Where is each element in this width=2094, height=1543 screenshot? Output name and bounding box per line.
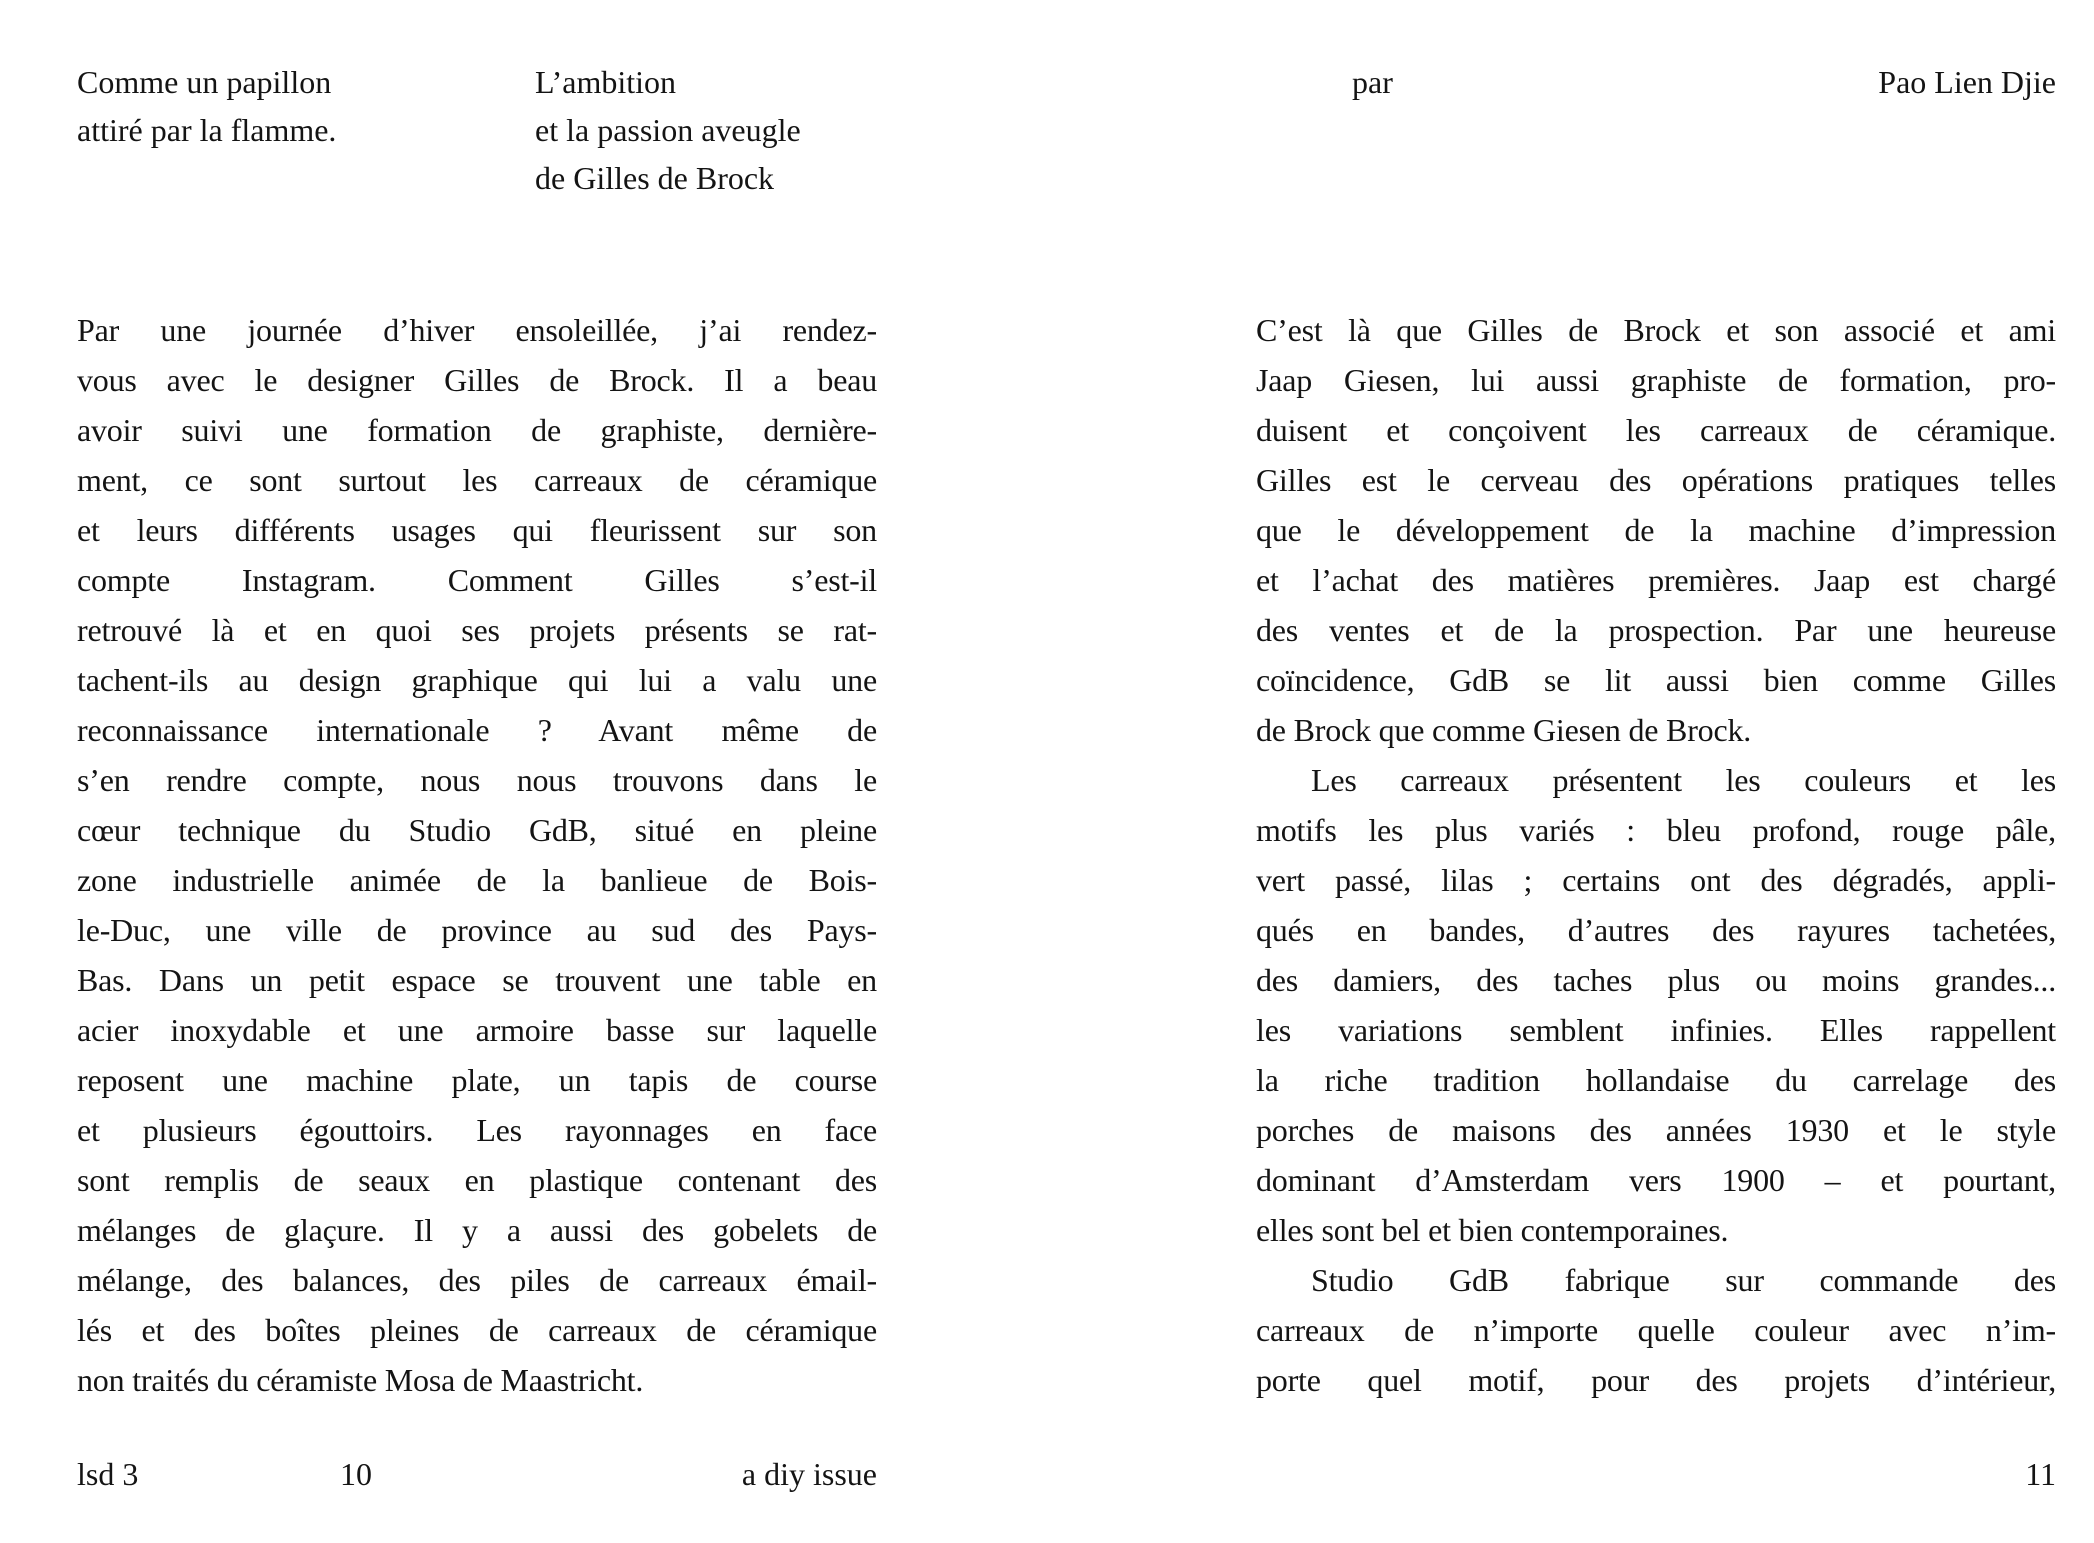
text-line: des ventes et de la prospection. Par une heureuse [1256,612,2056,648]
text-line: Par une journée d’hiver ensoleillée, j’ai rendez- [77,312,877,348]
text-line: le-Duc, une ville de province au sud des Pays- [77,912,877,948]
text-line: Studio GdB fabrique sur commande des [1311,1262,2056,1298]
kicker-line-2: attiré par la flamme. [77,112,337,148]
byline-prefix: par [1352,64,1393,100]
text-line: les variations semblent infinies. Elles rappellent [1256,1012,2056,1048]
text-line: reposent une machine plate, un tapis de course [77,1062,877,1098]
text-line: retrouvé là et en quoi ses projets présents se rat- [77,612,877,648]
footer-page-number-left: 10 [340,1456,372,1492]
article-kicker [77,58,336,154]
text-line: Les carreaux présentent les couleurs et les [1311,762,2056,798]
kicker-line-1: Comme un papillon [77,64,332,100]
text-line: Gilles est le cerveau des opérations pratiques telles [1256,462,2056,498]
text-line: carreaux de n’importe quelle couleur avec n’im- [1256,1312,2056,1348]
text-line: dominant d’Amsterdam vers 1900 – et pourtant, [1256,1162,2056,1198]
text-line: des damiers, des taches plus ou moins grandes... [1256,962,2056,998]
title-line-2: et la passion aveugle [535,112,801,148]
text-line: zone industrielle animée de la banlieue de Bois- [77,862,877,898]
text-line: et plusieurs égouttoirs. Les rayonnages en face [77,1112,877,1148]
text-line: vous avec le designer Gilles de Brock. Il a beau [77,362,877,398]
text-line: porte quel motif, pour des projets d’intérieur, [1256,1362,2056,1398]
text-line: tachent-ils au design graphique qui lui a valu une [77,662,877,698]
text-line: lés et des boîtes pleines de carreaux de céramique [77,1312,877,1348]
article-title [535,58,801,202]
text-line: compte Instagram. Comment Gilles s’est-il [77,562,877,598]
title-line-3: de Gilles de Brock [535,160,775,196]
text-line: s’en rendre compte, nous nous trouvons dans le [77,762,877,798]
right-page-text-column [1256,305,2056,1405]
text-line: de Brock que comme Giesen de Brock. [1256,712,1752,748]
text-line: Bas. Dans un petit espace se trouvent une table en [77,962,877,998]
text-line: reconnaissance internationale ? Avant même de [77,712,877,748]
text-line: C’est là que Gilles de Brock et son associé et ami [1256,312,2056,348]
text-line: que le développement de la machine d’impression [1256,512,2056,548]
text-line: mélange, des balances, des piles de carreaux émail- [77,1262,877,1298]
text-line: coïncidence, GdB se lit aussi bien comme Gilles [1256,662,2056,698]
text-line: sont remplis de seaux en plastique contenant des [77,1162,877,1198]
left-page-text-column [77,305,877,1405]
text-line: elles sont bel et bien contemporaines. [1256,1212,1729,1248]
footer-issue-title: a diy issue [741,1456,877,1492]
text-line: motifs les plus variés : bleu profond, rouge pâle, [1256,812,2056,848]
text-line: qués en bandes, d’autres des rayures tachetées, [1256,912,2056,948]
author-name: Pao Lien Djie [1878,64,2056,100]
text-line: duisent et conçoivent les carreaux de céramique. [1256,412,2056,448]
text-line: Jaap Giesen, lui aussi graphiste de formation, pro- [1256,362,2056,398]
text-line: vert passé, lilas ; certains ont des dégradés, appli- [1256,862,2056,898]
text-line: porches de maisons des années 1930 et le style [1256,1112,2056,1148]
text-line: et leurs différents usages qui fleurissent sur son [77,512,877,548]
footer-page-number-right: 11 [2025,1456,2056,1492]
text-line: acier inoxydable et une armoire basse sur laquelle [77,1012,877,1048]
text-line: avoir suivi une formation de graphiste, dernière- [77,412,877,448]
text-line: non traités du céramiste Mosa de Maastricht. [77,1362,644,1398]
text-line: cœur technique du Studio GdB, situé en pleine [77,812,877,848]
text-line: la riche tradition hollandaise du carrelage des [1256,1062,2056,1098]
text-line: et l’achat des matières premières. Jaap est chargé [1256,562,2056,598]
text-line: ment, ce sont surtout les carreaux de céramique [77,462,877,498]
title-line-1: L’ambition [535,64,677,100]
footer-journal-name: lsd 3 [77,1456,139,1492]
text-line: mélanges de glaçure. Il y a aussi des gobelets de [77,1212,877,1248]
